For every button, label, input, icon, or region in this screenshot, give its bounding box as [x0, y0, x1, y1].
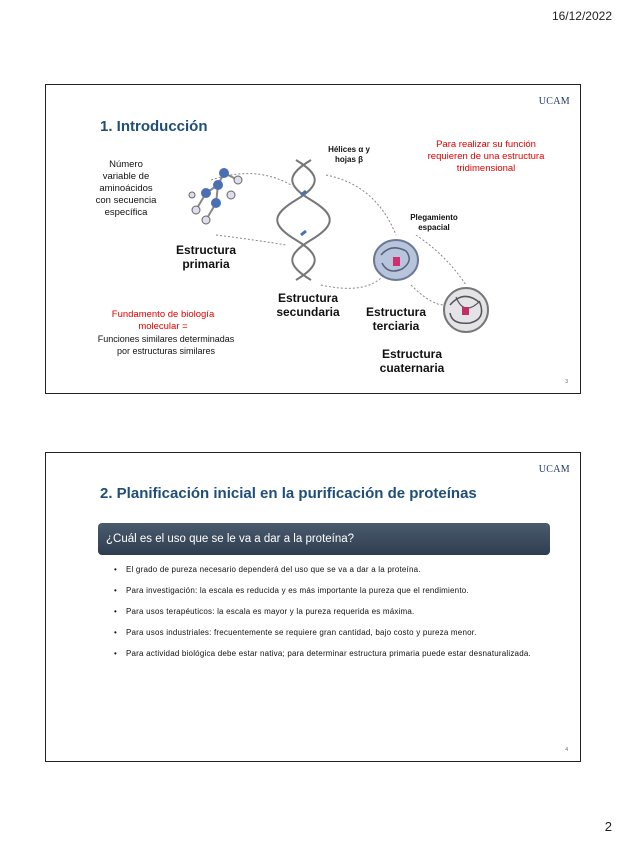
tertiary-structure-icon	[374, 240, 418, 280]
slide-number: 3	[565, 379, 568, 385]
numero-aminoacidos-text: Número variable de aminoácidos con secuencia específica	[95, 159, 157, 218]
estructura-cuaternaria-label: Estructura cuaternaria	[379, 347, 445, 375]
question-banner: ¿Cuál es el uso que se le va a dar a la proteína?	[98, 523, 550, 555]
amino-acid-chain-icon	[189, 168, 242, 224]
slide-introduccion	[45, 84, 581, 394]
connector-line	[326, 175, 396, 235]
page-date: 16/12/2022	[551, 9, 612, 23]
connector-line	[321, 275, 384, 288]
ucam-logo: UCAM	[538, 96, 570, 107]
helix-icon	[277, 160, 330, 280]
estructura-secundaria-label: Estructura secundaria	[276, 291, 340, 319]
funciones-similares-text: Funciones similares determinadas por estructuras similares	[97, 334, 235, 356]
list-item: • Para usos terapéuticos: la escala es mayor y la pureza requerida es máxima.	[114, 605, 550, 619]
list-item: • El grado de pureza necesario dependerá del uso que se va a dar a la proteína.	[114, 563, 550, 577]
list-item: • Para usos industriales: frecuentemente se requiere gran cantidad, bajo costo y pureza menor.	[114, 626, 550, 640]
page-number: 2	[604, 819, 612, 834]
slide-number: 4	[565, 747, 568, 753]
quaternary-structure-icon	[444, 288, 488, 332]
list-item: • Para investigación: la escala es reducida y es más importante la pureza que el rendimiento.	[114, 584, 550, 598]
fundamento-biologia-text: Fundamento de biología molecular =	[111, 309, 215, 332]
funcion-text: Para realizar su función requieren de una estructura tridimensional	[427, 139, 545, 174]
plegamiento-espacial-label: Plegamiento espacial	[410, 213, 458, 232]
bullet-list	[114, 563, 550, 668]
slide-title: 2. Planificación inicial en la purificación de proteínas	[100, 485, 477, 502]
estructura-primaria-label: Estructura primaria	[175, 243, 237, 271]
connector-line	[416, 235, 466, 285]
estructura-terciaria-label: Estructura terciaria	[365, 305, 427, 333]
ucam-logo: UCAM	[538, 464, 570, 475]
list-item: • Para actividad biológica debe estar nativa; para determinar estructura primaria puede estar desnaturalizada.	[114, 647, 550, 661]
slide-planificacion	[45, 452, 581, 762]
helices-hojas-label: Hélices α y hojas β	[328, 145, 370, 164]
slide-title: 1. Introducción	[100, 118, 208, 135]
